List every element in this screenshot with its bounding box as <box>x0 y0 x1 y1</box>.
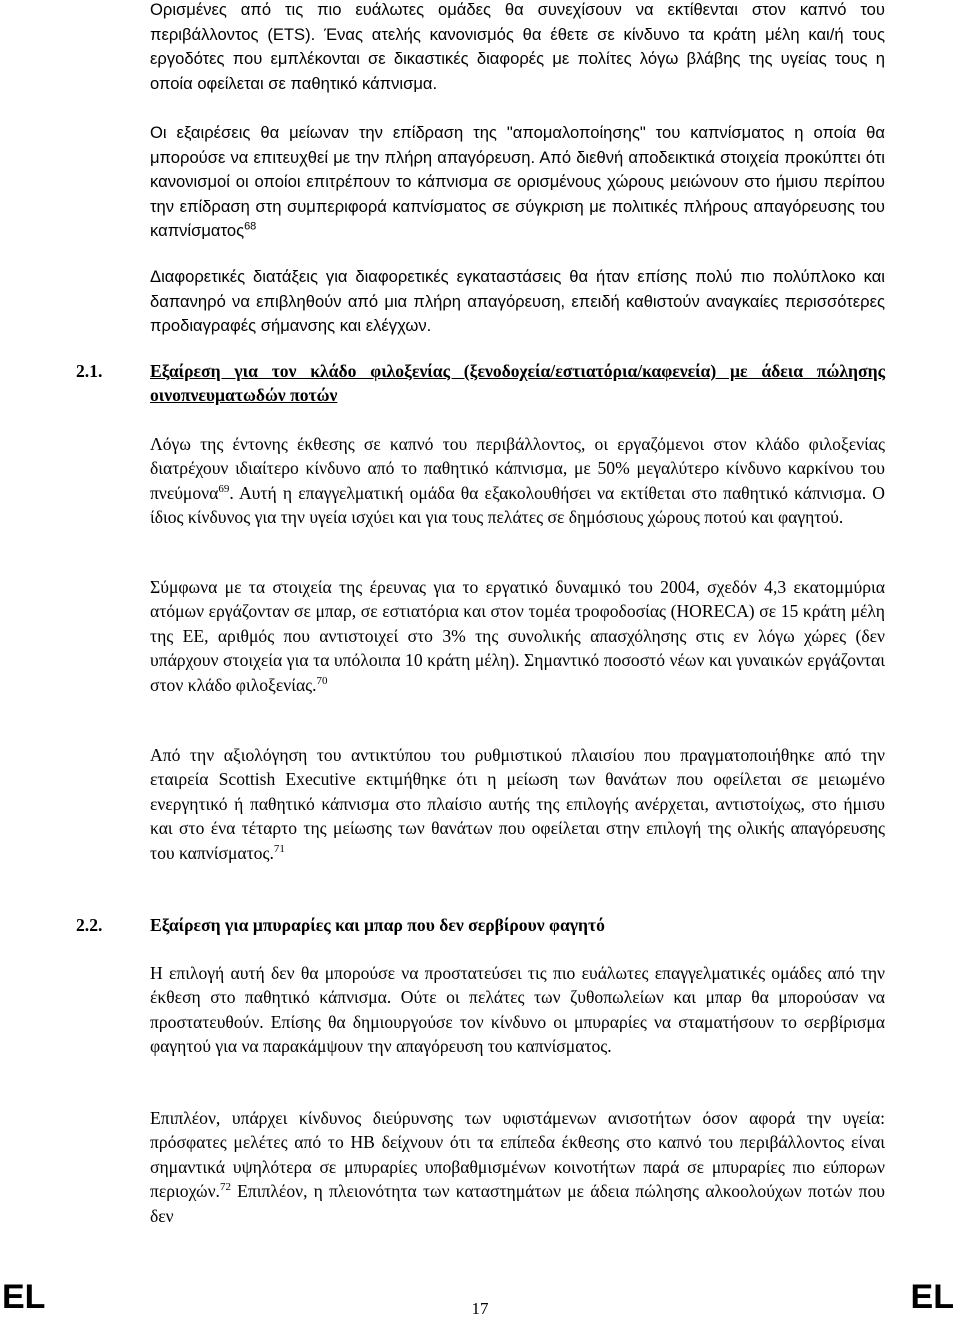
section-number-2-2: 2.2. <box>76 915 103 935</box>
paragraph-5-text: Σύμφωνα με τα στοιχεία της έρευνας για το εργατικό δυναμικό του 2004, σχεδόν 4,3 εκατομμύρια ατόμων εργάζονταν σε μπαρ, σε εστιατόρια και στον τομέα τροφοδοσίας (HORECA) σε 15 κράτη μέλη της ΕΕ, αριθμός που αντιστοιχεί στο 3% της συνολικής απασχόλησης στις εν λόγω χώρες (δεν υπάρχουν στοιχεία για τα υπόλοιπα 10 κράτη μέλη). Σημαντικό ποσοστό νέων και γυναικών εργάζονται στον κλάδο φιλοξενίας. <box>150 577 885 695</box>
paragraph-1 <box>150 0 885 96</box>
paragraph-3-text: Διαφορετικές διατάξεις για διαφορετικές εγκαταστάσεις θα ήταν επίσης πολύ πιο πολύπλοκο και δαπανηρό να επιβληθούν από μια πλήρη απαγόρευση, επειδή καθιστούν αναγκαίες περισσότερες προδιαγραφές σήμανσης και ελέγχων. <box>150 267 885 335</box>
paragraph-2-text: Οι εξαιρέσεις θα μείωναν την επίδραση της "απομαλοποίησης" του καπνίσματος η οποία θα μπορούσε να επιτευχθεί με την πλήρη απαγόρευση. Από διεθνή αποδεικτικά στοιχεία προκύπτει ότι κανονισμοί οι οποίοι επιτρέπουν το κάπνισμα σε ορισμένους χώρους μειώνουν στο ήμισυ περίπου την επίδραση στη συμπεριφορά καπνίσματος σε σύγκριση με πολιτικές πλήρους απαγόρευσης του καπνίσματος <box>150 123 885 240</box>
paragraph-8-text-a: Επιπλέον, υπάρχει κίνδυνος διεύρυνσης των υφιστάμενων ανισοτήτων όσον αφορά την υγεία: πρόσφατες μελέτες από το HB δείχνουν ότι τα επίπεδα έκθεσης στο καπνό του περιβάλλοντος είναι σημαντικά υψηλότερα σε μπυραρίες υποβαθμισμένων κοινοτήτων παρά σε μπυραρίες πιο εύπορων περιοχών. <box>150 1108 885 1202</box>
footer-language-right: EL <box>910 1278 954 1316</box>
paragraph-3 <box>150 265 885 339</box>
paragraph-6-text: Από την αξιολόγηση του αντικτύπου του ρυθμιστικού πλαισίου που πραγματοποιήθηκε από την εταιρεία Scottish Executive εκτιμήθηκε ότι η μείωση των θανάτων που οφείλεται σε μειωμένο ενεργητικό ή παθητικό κάπνισμα στο πλαίσιο αυτής της επιλογής ανέρχεται, αντιστοίχως, στο ήμισυ και στο ένα τέταρτο της μείωσης των θανάτων που οφείλεται στην επιλογή της ολικής απαγόρευσης του καπνίσματος. <box>150 745 885 863</box>
footer-language-left: EL <box>2 1278 46 1316</box>
footnote-ref-70[interactable]: 70 <box>316 674 328 687</box>
paragraph-8 <box>150 1106 885 1228</box>
section-title-2-2: Εξαίρεση για μπυραρίες και μπαρ που δεν σερβίρουν φαγητό <box>150 915 605 935</box>
footnote-ref-68[interactable]: 68 <box>244 220 257 233</box>
footnote-ref-69[interactable]: 69 <box>218 482 230 495</box>
paragraph-5 <box>150 575 885 697</box>
section-title-2-1: Εξαίρεση για τον κλάδο φιλοξενίας (ξενοδοχεία/εστιατόρια/καφενεία) με άδεια πώλησης οινοπνευματωδών ποτών <box>150 361 885 406</box>
footer-page-number: 17 <box>471 1299 489 1318</box>
section-number-2-1: 2.1. <box>76 361 103 381</box>
paragraph-1-text: Ορισμένες από τις πιο ευάλωτες ομάδες θα συνεχίσουν να εκτίθενται στον καπνό του περιβάλλοντος (ETS). Ένας ατελής κανονισμός θα έθετε σε κίνδυνο τα κράτη μέλη και/ή τους εργοδότες που εμπλέκονται σε δικαστικές διαφορές με πολίτες λόγω βλάβης της υγείας τους η οποία οφείλεται σε παθητικό κάπνισμα. <box>150 0 885 93</box>
footnote-ref-72[interactable]: 72 <box>219 1181 231 1194</box>
paragraph-4-text-a: Λόγω της έντονης έκθεσης σε καπνό του περιβάλλοντος, οι εργαζόμενοι στον κλάδο φιλοξενίας διατρέχουν ιδιαίτερο κίνδυνο από το παθητικό κάπνισμα, με 50% μεγαλύτερο κίνδυνο καρκίνου του πνεύμονα <box>150 434 885 503</box>
paragraph-6 <box>150 743 885 865</box>
paragraph-8-text-b: Επιπλέον, η πλειονότητα των καταστημάτων με άδεια πώλησης αλκοολούχων ποτών που δεν <box>150 1181 885 1226</box>
paragraph-4 <box>150 432 885 530</box>
paragraph-4-text-b: . Αυτή η επαγγελματική ομάδα θα εξακολουθήσει να εκτίθεται στο παθητικό κάπνισμα. Ο ίδιος κίνδυνος για την υγεία ισχύει και για τους πελάτες σε δημόσιους χώρους ποτού και φαγητού. <box>150 482 885 528</box>
footnote-ref-71[interactable]: 71 <box>273 842 285 855</box>
paragraph-7 <box>150 961 885 1059</box>
paragraph-7-text: Η επιλογή αυτή δεν θα μπορούσε να προστατεύσει τις πιο ευάλωτες επαγγελματικές ομάδες από την έκθεση στο παθητικό κάπνισμα. Ούτε οι πελάτες των ζυθοπωλείων και μπαρ θα μπορούσαν να προστατευθούν. Επίσης θα δημιουργούσε τον κίνδυνο οι μπυραρίες να σταματήσουν το σερβίρισμα φαγητού για να παρακάμψουν την απαγόρευση του καπνίσματος. <box>150 963 885 1057</box>
paragraph-2 <box>150 121 885 244</box>
